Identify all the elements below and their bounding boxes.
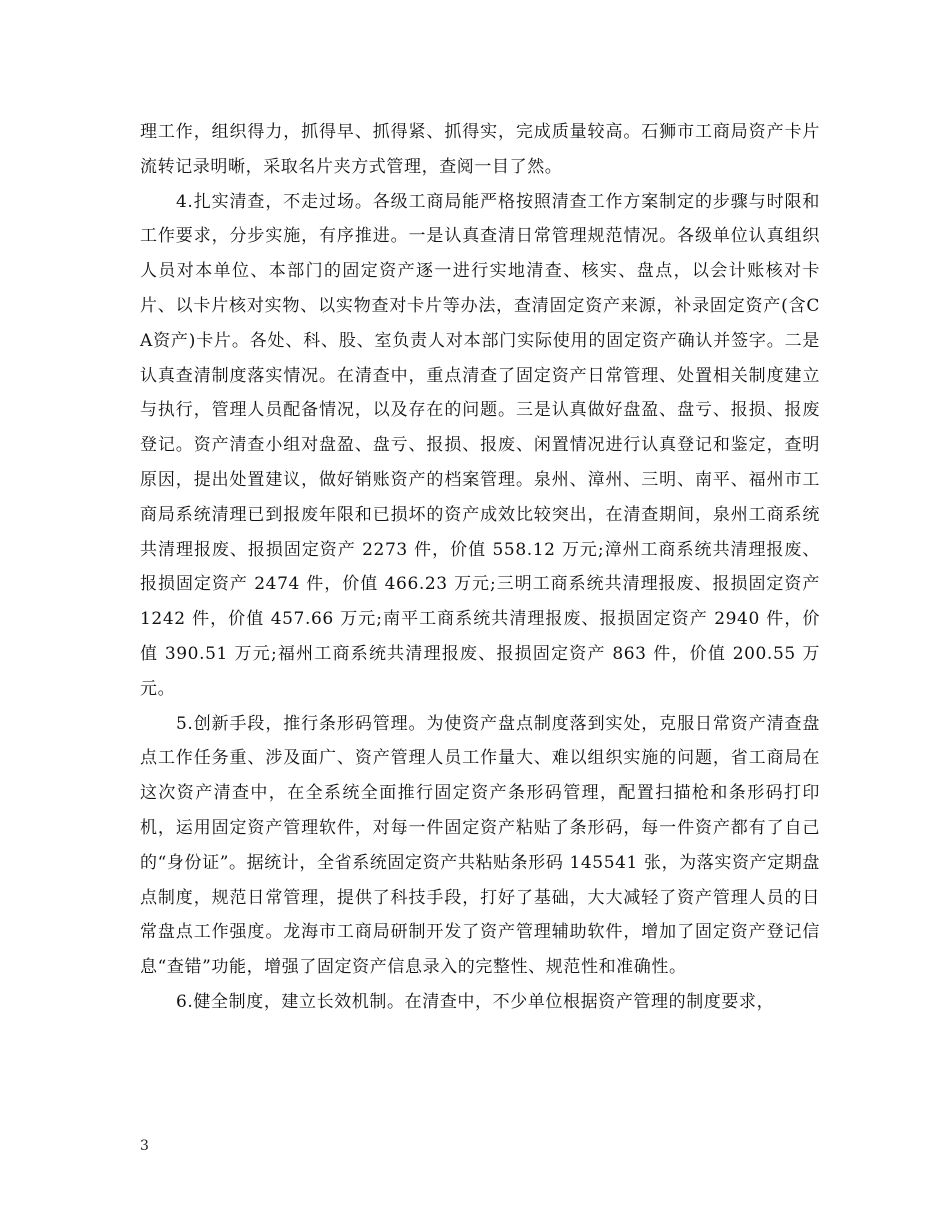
page-number: 3 — [140, 1138, 149, 1154]
paragraph-2: 4.扎实清查，不走过场。各级工商局能严格按照清查工作方案制定的步骤与时限和工作要求，分步实施，有序推进。一是认真查清日常管理规范情况。各级单位认真组织人员对本单位、本部门的固定资产逐一进行实地清查、核实、盘点，以会计账核对卡片、以卡片核对实物、以实物查对卡片等办法，查清固定资产来源，补录固定资产(含CA资产)卡片。各处、科、股、室负责人对本部门实际使用的固定资产确认并签字。二是认真查清制度落实情况。在清查中，重点清查了固定资产日常管理、处置相关制度建立与执行，管理人员配备情况，以及存在的问题。三是认真做好盘盈、盘亏、报损、报废登记。资产清查小组对盘盈、盘亏、报损、报废、闲置情况进行认真登记和鉴定，查明原因，提出处置建议，做好销账资产的档案管理。泉州、漳州、三明、南平、福州市工商局系统清理已到报废年限和已损坏的资产成效比较突出，在清查期间，泉州工商系统共清理报废、报损固定资产 2273 件，价值 558.12 万元;漳州工商系统共清理报废、报损固定资产 2474 件，价值 466.23 万元;三明工商系统共清理报废、报损固定资产 1242 件，价值 457.66 万元;南平工商系统共清理报废、报损固定资产 2940 件，价值 390.51 万元;福州工商系统共清理报废、报损固定资产 863 件，价值 200.55 万元。 — [140, 191, 820, 699]
paragraph-4: 6.健全制度，建立长效机制。在清查中，不少单位根据资产管理的制度要求， — [176, 991, 775, 1012]
paragraph-1: 理工作，组织得力，抓得早、抓得紧、抓得实，完成质量较高。石狮市工商局资产卡片流转记录明晰，采取名片夹方式管理，查阅一目了然。 — [140, 122, 820, 177]
document-body — [140, 115, 820, 1020]
paragraph-3: 5.创新手段，推行条形码管理。为使资产盘点制度落到实处，克服日常资产清查盘点工作任务重、涉及面广、资产管理人员工作量大、难以组织实施的问题，省工商局在这次资产清查中，在全系统全面推行固定资产条形码管理，配置扫描枪和条形码打印机，运用固定资产管理软件，对每一件固定资产粘贴了条形码，每一件资产都有了自己的“身份证”。据统计，全省系统固定资产共粘贴条形码 145541 张，为落实资产定期盘点制度，规范日常管理，提供了科技手段，打好了基础，大大减轻了资产管理人员的日常盘点工作强度。龙海市工商局研制开发了资产管理辅助软件，增加了固定资产登记信息“查错”功能，增强了固定资产信息录入的完整性、规范性和准确性。 — [140, 713, 820, 978]
